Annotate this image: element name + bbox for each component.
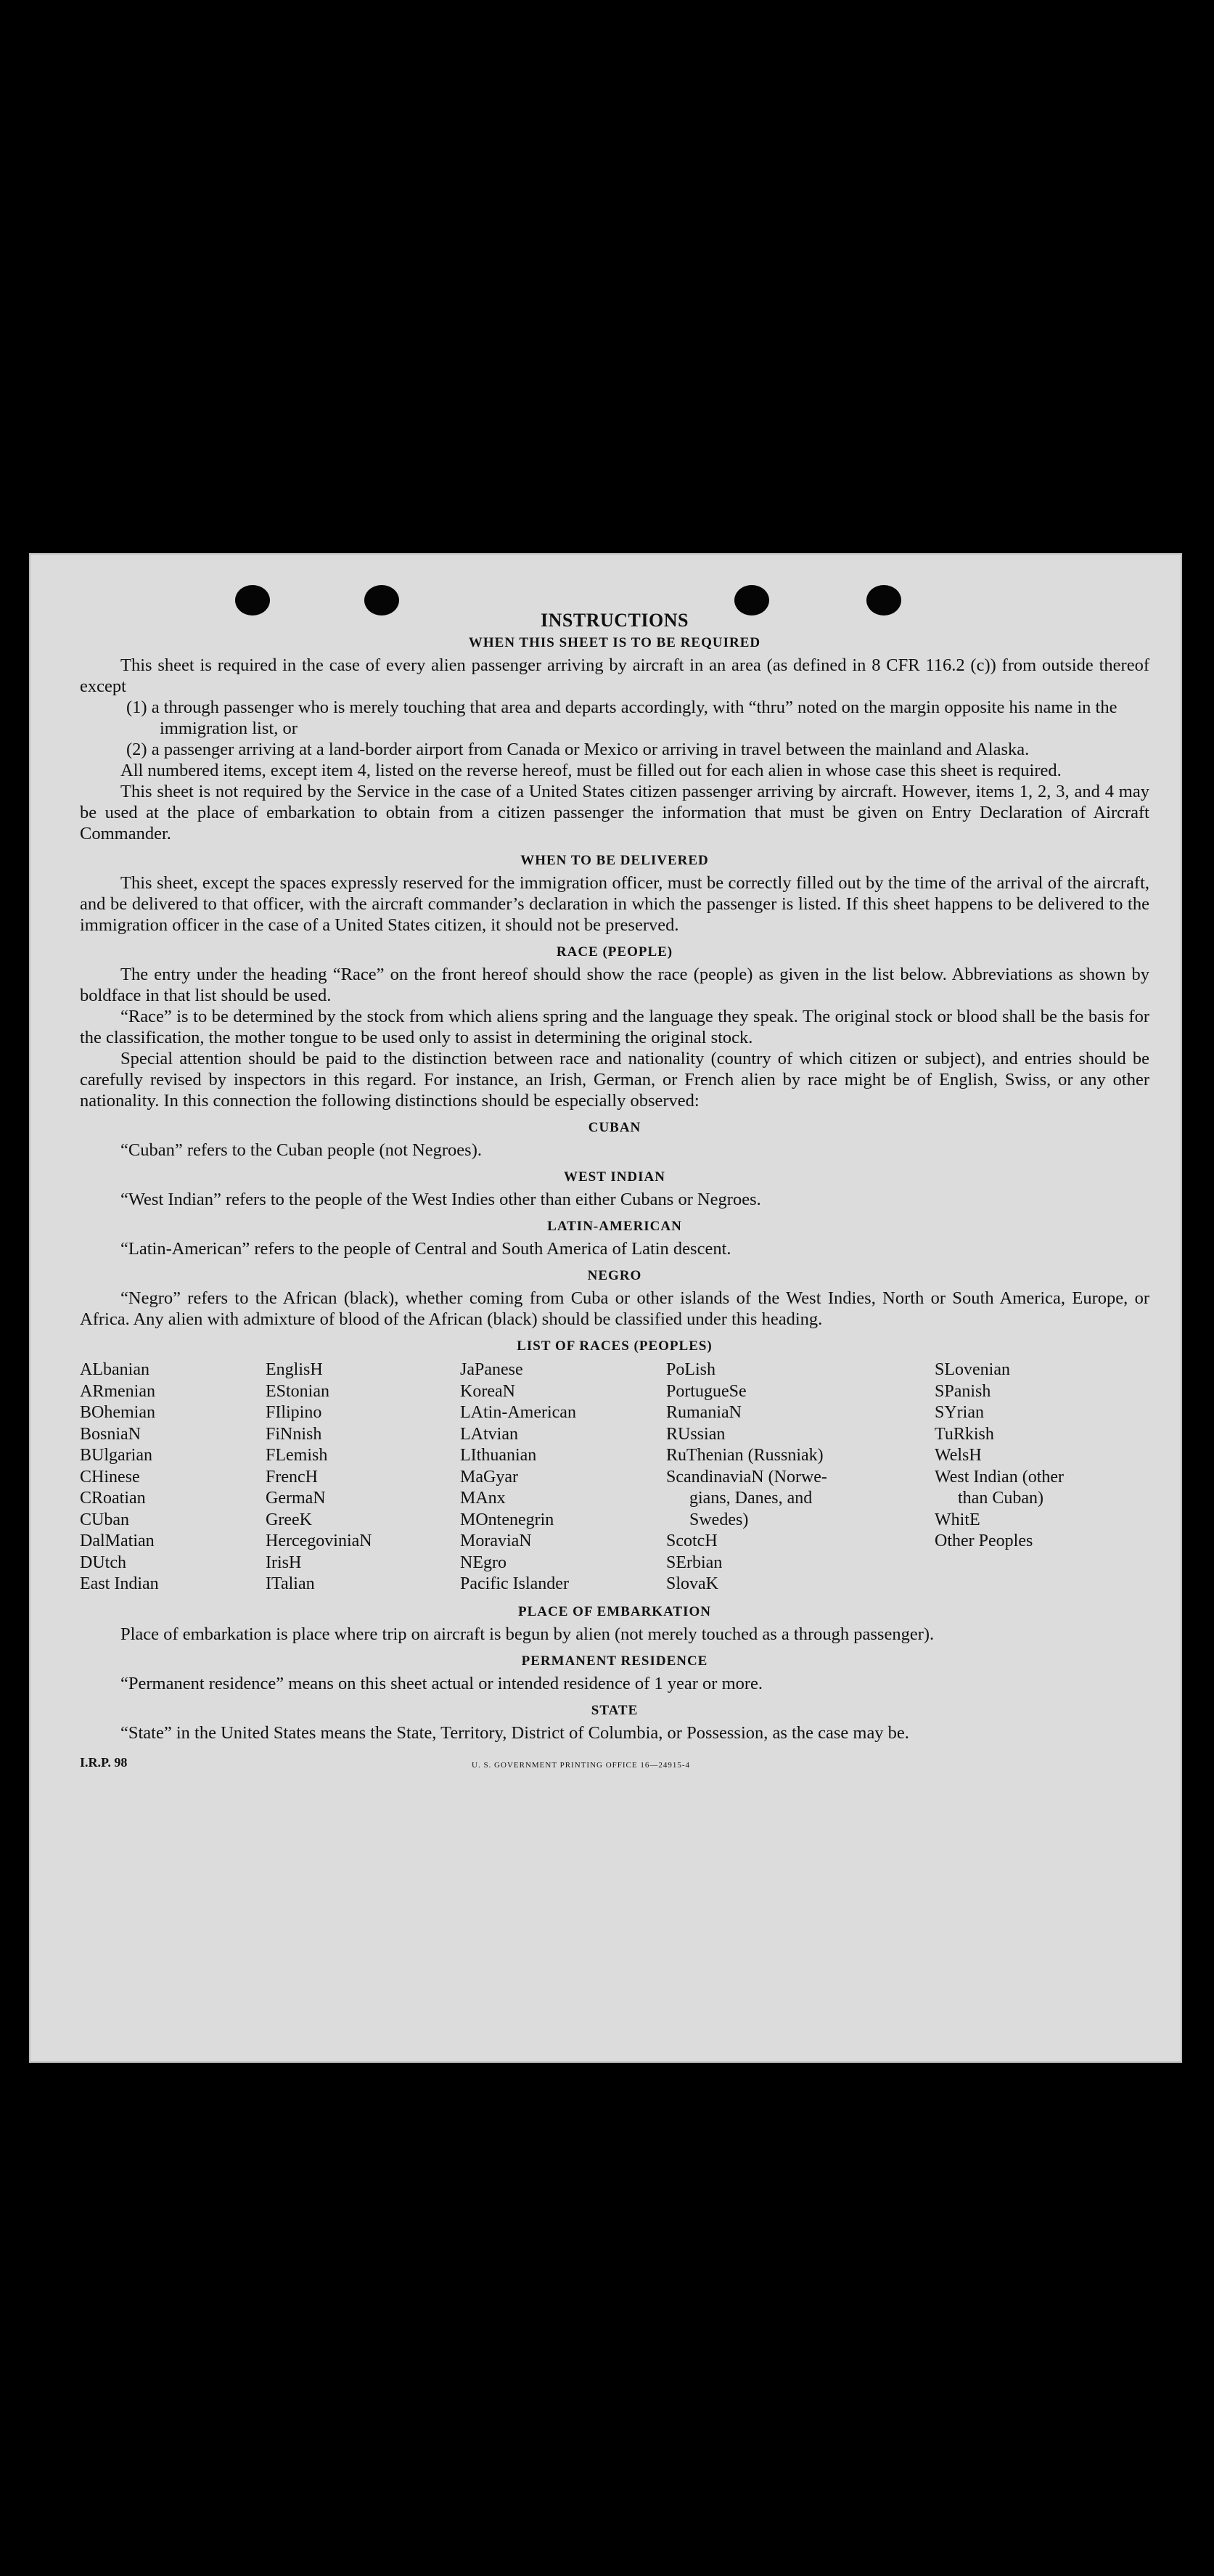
race-item: SYrian: [935, 1403, 984, 1422]
list-item: (1) a through passenger who is merely touching that area and departs accordingly, with “thru” noted on the margin opposite his name in the immigration list, or: [126, 698, 1117, 738]
section-heading-race: RACE (PEOPLE): [556, 944, 673, 960]
race-item: Swedes): [689, 1510, 749, 1529]
race-item: MOntenegrin: [460, 1510, 554, 1529]
section-heading-residence: PERMANENT RESIDENCE: [521, 1653, 708, 1669]
race-item: CUban: [80, 1510, 129, 1529]
race-column: [266, 1359, 460, 1595]
race-item: Other Peoples: [935, 1532, 1033, 1550]
race-item: CRoatian: [80, 1489, 146, 1508]
race-item: than Cuban): [958, 1489, 1043, 1508]
race-item: FrencH: [266, 1467, 318, 1487]
race-item: GermaN: [266, 1489, 326, 1508]
race-item: LAtin-American: [460, 1403, 576, 1422]
race-item: SPanish: [935, 1381, 991, 1401]
race-item: ITalian: [266, 1574, 315, 1593]
race-item: BUlgarian: [80, 1446, 152, 1465]
paragraph: “Cuban” refers to the Cuban people (not Negroes).: [120, 1140, 482, 1160]
race-item: KoreaN: [460, 1381, 515, 1401]
race-item: FIlipino: [266, 1403, 322, 1422]
paragraph: This sheet is required in the case of every alien passenger arriving by aircraft in an area (as defined in 8 CFR 116.2 (c)) from outside thereof except: [80, 655, 1149, 696]
printing-office-line: U. S. GOVERNMENT PRINTING OFFICE 16—24915-4: [472, 1760, 691, 1770]
section-heading-state: STATE: [591, 1702, 639, 1718]
race-item: ScotcH: [666, 1532, 718, 1550]
race-item: DUtch: [80, 1553, 126, 1572]
race-item: ALbanian: [80, 1360, 149, 1379]
race-item: SlovaK: [666, 1574, 718, 1593]
paragraph: “West Indian” refers to the people of the West Indies other than either Cubans or Negroes.: [120, 1190, 761, 1209]
paragraph: Special attention should be paid to the distinction between race and nationality (country of which citizen or subject), and entries should be carefully revised by inspectors in this regard. For instance, an Irish, German, or French alien by race might be of English, Swiss, or any other nationality. In this connection the following distinctions should be especially observed:: [80, 1049, 1149, 1111]
race-item: FLemish: [266, 1446, 328, 1465]
race-item: BOhemian: [80, 1403, 155, 1422]
race-list: [80, 1359, 1149, 1595]
race-item: RuThenian (Russniak): [666, 1446, 824, 1465]
race-item: CHinese: [80, 1467, 140, 1487]
race-item: WhitE: [935, 1510, 980, 1529]
section-heading-races: LIST OF RACES (PEOPLES): [517, 1338, 713, 1354]
race-column: [80, 1359, 266, 1595]
race-item: LAtvian: [460, 1424, 518, 1444]
section-heading-required: WHEN THIS SHEET IS TO BE REQUIRED: [468, 635, 761, 650]
document-body: [80, 610, 1149, 1773]
section-heading-delivered: WHEN TO BE DELIVERED: [520, 853, 709, 868]
race-item: MaGyar: [460, 1467, 518, 1487]
paragraph: This sheet is not required by the Service in the case of a United States citizen passenger arriving by aircraft. However, items 1, 2, 3, and 4 may be used at the place of embarkation to obtain from a citizen passenger the information that must be given on Entry Declaration of Aircraft Commander.: [80, 782, 1149, 843]
race-item: ARmenian: [80, 1381, 155, 1401]
race-item: MAnx: [460, 1489, 506, 1508]
section-heading-embarkation: PLACE OF EMBARKATION: [518, 1603, 711, 1619]
race-item: ScandinaviaN (Norwe-: [666, 1467, 827, 1487]
race-item: RUssian: [666, 1424, 726, 1444]
race-item: WelsH: [935, 1446, 982, 1465]
race-item: LIthuanian: [460, 1446, 537, 1465]
race-item: GreeK: [266, 1510, 312, 1529]
race-item: NEgro: [460, 1553, 506, 1572]
race-item: PortugueSe: [666, 1381, 747, 1401]
race-item: RumaniaN: [666, 1403, 742, 1422]
race-item: MoraviaN: [460, 1532, 532, 1550]
paragraph: “Latin-American” refers to the people of Central and South America of Latin descent.: [120, 1239, 731, 1259]
form-number: I.R.P. 98: [80, 1754, 128, 1770]
race-item: DalMatian: [80, 1532, 155, 1550]
race-item: gians, Danes, and: [689, 1489, 813, 1508]
section-heading-latin-american: LATIN-AMERICAN: [547, 1219, 682, 1234]
paragraph: Place of embarkation is place where trip on aircraft is begun by alien (not merely touched as a through passenger).: [120, 1624, 935, 1644]
paragraph: “Negro” refers to the African (black), whether coming from Cuba or other islands of the West Indies, North or South America, Europe, or Africa. Any alien with admixture of blood of the African (black) should be classified under this heading.: [80, 1288, 1149, 1329]
paragraph: “State” in the United States means the State, Territory, District of Columbia, or Possession, as the case may be.: [120, 1722, 909, 1743]
race-item: FiNnish: [266, 1424, 322, 1444]
race-column: [666, 1359, 935, 1595]
race-item: SLovenian: [935, 1360, 1010, 1379]
section-heading-west-indian: WEST INDIAN: [564, 1169, 665, 1185]
race-item: Pacific Islander: [460, 1574, 569, 1593]
race-item: EnglisH: [266, 1360, 323, 1379]
form-code: [80, 1752, 1149, 1773]
section-heading-cuban: CUBAN: [588, 1120, 641, 1135]
race-item: HercegoviniaN: [266, 1532, 372, 1550]
paragraph: “Race” is to be determined by the stock from which aliens spring and the language they speak. The original stock or blood shall be the basis for the classification, the mother tongue to be used only to assist in determining the original stock.: [80, 1007, 1149, 1047]
paragraph: “Permanent residence” means on this sheet actual or intended residence of 1 year or more.: [120, 1673, 763, 1693]
race-item: IrisH: [266, 1553, 302, 1572]
paragraph: The entry under the heading “Race” on the front hereof should show the race (people) as given in the list below. Abbreviations as shown by boldface in that list should be used.: [80, 965, 1149, 1005]
section-heading-negro: NEGRO: [587, 1268, 642, 1283]
race-item: BosniaN: [80, 1424, 141, 1444]
instruction-sheet: [29, 553, 1182, 2063]
race-column: [460, 1359, 666, 1595]
race-item: East Indian: [80, 1574, 159, 1593]
race-column: [935, 1359, 1149, 1595]
race-item: JaPanese: [460, 1360, 523, 1379]
paragraph: This sheet, except the spaces expressly reserved for the immigration officer, must be correctly filled out by the time of the arrival of the aircraft, and be delivered to that officer, with the aircraft commander’s declaration in which the passenger is listed. If this sheet happens to be delivered to the immigration officer in the case of a United States citizen, it should not be preserved.: [80, 873, 1149, 935]
race-item: EStonian: [266, 1381, 329, 1401]
race-item: TuRkish: [935, 1424, 994, 1444]
race-item: SErbian: [666, 1553, 723, 1572]
race-item: PoLish: [666, 1360, 716, 1379]
race-item: West Indian (other: [935, 1467, 1065, 1487]
page-title: INSTRUCTIONS: [541, 610, 689, 631]
list-item: (2) a passenger arriving at a land-border airport from Canada or Mexico or arriving in travel between the mainland and Alaska.: [126, 740, 1030, 759]
paragraph: All numbered items, except item 4, listed on the reverse hereof, must be filled out for each alien in whose case this sheet is required.: [120, 761, 1062, 780]
